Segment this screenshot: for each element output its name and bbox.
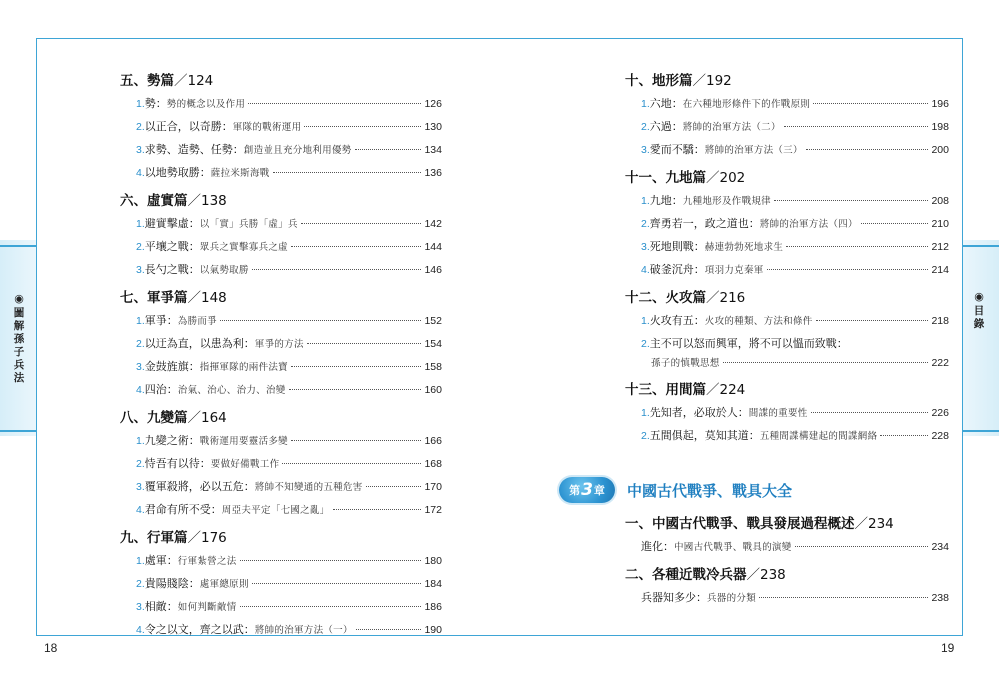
toc-entry[interactable]: 2. 貴陽賤陰： 處軍總原則 184 <box>136 577 442 590</box>
toc-entry[interactable]: 1. 處軍： 行軍紮營之法 180 <box>136 554 442 567</box>
toc-entry[interactable]: 2. 六過： 將帥的治軍方法（二） 198 <box>641 120 949 133</box>
toc-entry[interactable]: 兵器知多少： 兵器的分類 238 <box>641 591 949 604</box>
left-bullet-icon: ◉ <box>14 292 24 305</box>
right-band-bottom-line <box>963 430 999 432</box>
left-band-top-line <box>0 245 36 247</box>
section-heading[interactable]: 十、地形篇／192 <box>625 73 732 89</box>
toc-entry[interactable]: 4. 君命有所不受： 周亞夫平定「七國之亂」 172 <box>136 503 442 516</box>
left-toc-column <box>120 70 442 641</box>
right-bullet-icon: ◉ <box>974 290 984 303</box>
toc-entry[interactable]: 2. 五間俱起，莫知其道： 五種間諜構建起的間諜網絡 228 <box>641 429 949 442</box>
section-heading[interactable]: 六、虛實篇／138 <box>120 193 227 209</box>
toc-entry[interactable]: 1. 六地： 在六種地形條件下的作戰原則 196 <box>641 97 949 110</box>
toc-entry[interactable]: 1. 勢： 勢的概念以及作用 126 <box>136 97 442 110</box>
toc-entry[interactable]: 2. 平壤之戰： 眾兵之實擊寡兵之虛 144 <box>136 240 442 253</box>
left-side-title-text: 圖解孫子兵法 <box>13 307 25 384</box>
toc-entry[interactable]: 2. 以迂為直，以患為利： 軍爭的方法 154 <box>136 337 442 350</box>
section-heading[interactable]: 十三、用間篇／224 <box>625 382 746 398</box>
toc-entry[interactable]: 1. 九變之術： 戰術運用要靈活多變 166 <box>136 434 442 447</box>
section-heading[interactable]: 二、各種近戰冷兵器／238 <box>625 567 786 583</box>
toc-entry[interactable]: 3. 覆軍殺將，必以五危： 將帥不知變通的五種危害 170 <box>136 480 442 493</box>
toc-entry[interactable]: 1. 軍爭： 為勝而爭 152 <box>136 314 442 327</box>
section-heading[interactable]: 八、九變篇／164 <box>120 410 227 426</box>
toc-entry[interactable]: 3. 求勢、造勢、任勢： 創造並且充分地利用優勢 134 <box>136 143 442 156</box>
section-heading[interactable]: 五、勢篇／124 <box>120 73 214 89</box>
chapter-title: 中國古代戰爭、戰具大全 <box>627 481 793 500</box>
toc-entry[interactable]: 3. 死地則戰： 赫連勃勃死地求生 212 <box>641 240 949 253</box>
toc-entry[interactable]: 2. 齊勇若一，政之道也： 將帥的治軍方法（四） 210 <box>641 217 949 230</box>
chapter-heading[interactable] <box>559 473 949 507</box>
toc-entry[interactable]: 4. 四治： 治氣、治心、治力、治變 160 <box>136 383 442 396</box>
right-side-title-text: 目錄 <box>973 305 985 330</box>
toc-entry[interactable]: 3. 相敵： 如何判斷敵情 186 <box>136 600 442 613</box>
toc-entry[interactable]: 1. 先知者，必取於人： 間諜的重要性 226 <box>641 406 949 419</box>
left-band-bottom-line <box>0 430 36 432</box>
toc-entry[interactable]: 3. 金鼓旌旗： 指揮軍隊的兩件法寶 158 <box>136 360 442 373</box>
left-side-title <box>9 292 29 385</box>
toc-entry[interactable]: 4. 以地勢取勝： 薩拉米斯海戰 136 <box>136 166 442 179</box>
section-heading[interactable]: 九、行軍篇／176 <box>120 530 227 546</box>
section-heading[interactable]: 七、軍爭篇／148 <box>120 290 227 306</box>
left-page-number: 18 <box>44 641 58 655</box>
toc-entry[interactable]: 進化： 中國古代戰爭、戰具的演變 234 <box>641 540 949 553</box>
toc-entry[interactable]: 3. 愛而不驕： 將帥的治軍方法（三） 200 <box>641 143 949 156</box>
section-heading[interactable]: 十一、九地篇／202 <box>625 170 746 186</box>
section-heading[interactable]: 十二、火攻篇／216 <box>625 290 746 306</box>
toc-entry[interactable]: 1. 九地： 九種地形及作戰規律 208 <box>641 194 949 207</box>
toc-entry[interactable]: 3. 長勺之戰： 以氣勢取勝 146 <box>136 263 442 276</box>
toc-entry[interactable]: 2.主不可以怒而興軍，將不可以慍而致戰： 孫子的慎戰思想 222 <box>641 337 949 369</box>
chapter-badge: 第 3 章 <box>559 477 615 503</box>
right-side-title <box>969 290 989 331</box>
toc-entry[interactable]: 4. 破釜沉舟： 項羽力克秦軍 214 <box>641 263 949 276</box>
section-heading[interactable]: 一、中國古代戰爭、戰具發展過程概述／234 <box>625 516 894 532</box>
toc-entry[interactable]: 1. 火攻有五： 火攻的種類、方法和條件 218 <box>641 314 949 327</box>
right-toc-column <box>569 70 949 609</box>
toc-entry[interactable]: 1. 避實擊虛： 以「實」兵勝「虛」兵 142 <box>136 217 442 230</box>
right-side-band <box>963 240 999 436</box>
toc-entry[interactable]: 2. 以正合，以奇勝： 軍隊的戰術運用 130 <box>136 120 442 133</box>
toc-entry[interactable]: 2. 恃吾有以待： 要做好備戰工作 168 <box>136 457 442 470</box>
right-page-number: 19 <box>941 641 955 655</box>
right-band-top-line <box>963 245 999 247</box>
toc-entry[interactable]: 4. 令之以文，齊之以武： 將帥的治軍方法（一） 190 <box>136 623 442 636</box>
